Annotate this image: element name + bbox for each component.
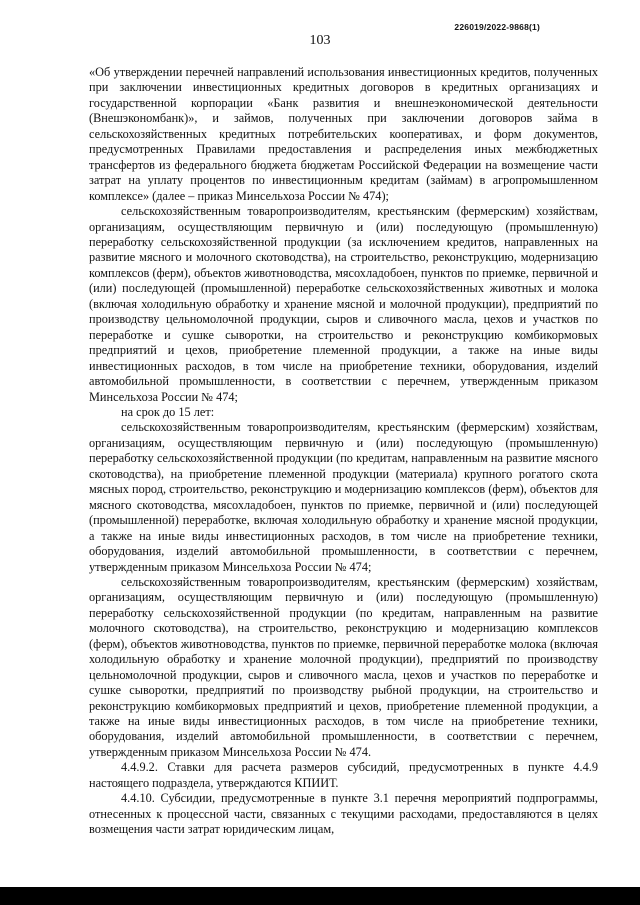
paragraph: сельскохозяйственным товаропроизводителям, крестьянским (фермерским) хозяйствам, организациям, осуществляющим первичную и (или) последующую (промышленную) переработку сельскохозяйственной продукции (по кредитам, направленным на развитие молочного скотоводства), на строительство, реконструкцию и модернизацию комплексов (ферм), объектов животноводства, пунктов по приемке, первичной переработке молока (включая холодильную обработку и хранение молочной продукции), предприятий по производству цельномолочной продукции, сыров и сливочного масла, цехов и участков по переработке и сушке сыворотки, предприятий по производству рыбной продукции, на строительство и реконструкцию комбикормовых предприятий и цехов, приобретение племенной продукции, а также на иные виды инвестиционных расходов, в том числе на приобретение техники, оборудования, изделий автомобильной промышленности, в соответствии с перечнем, утвержденным приказом Минсельхоза России № 474. <box>89 574 598 759</box>
document-id: 226019/2022-9868(1) <box>454 22 540 32</box>
paragraph: «Об утверждении перечней направлений использования инвестиционных кредитов, полученных при заключении инвестиционных кредитных договоров в кредитных организациях и государственной корпорации «Банк развития и внешнеэкономической деятельности (Внешэкономбанк)», и займов, полученных при заключении договоров займа в сельскохозяйственных кредитных потребительских кооперативах, и форм документов, предусмотренных Правилами предоставления и распределения иных межбюджетных трансфертов из федерального бюджета бюджетам Российской Федерации на возмещение части затрат на уплату процентов по инвестиционным кредитам (займам) в агропромышленном комплексе» (далее – приказ Минсельхоза России № 474); <box>89 65 598 203</box>
paragraph: сельскохозяйственным товаропроизводителям, крестьянским (фермерским) хозяйствам, организациям, осуществляющим первичную и (или) последующую (промышленную) переработку сельскохозяйственной продукции (по кредитам, направленным на развитие мясного скотоводства), на приобретение племенной продукции (материала) крупного рогатого скота мясных пород, строительство, реконструкцию и модернизацию комплексов (ферм), объектов для мясного скотоводства, мясохладобоен, пунктов по приемке, первичной и (или) последующей (промышленной) переработке, включая холодильную обработку и хранение мясной продукции, а также на иные виды инвестиционных расходов, в том числе на приобретение техники, оборудования, изделий автомобильной промышленности, в соответствии с перечнем, утвержденным приказом Минсельхоза России № 474; <box>89 420 598 574</box>
scan-bottom-edge <box>0 887 640 905</box>
paragraph: 4.4.9.2. Ставки для расчета размеров субсидий, предусмотренных в пункте 4.4.9 настоящего подраздела, утверждаются КПИИТ. <box>89 760 598 790</box>
page-number: 103 <box>309 33 331 48</box>
paragraph: сельскохозяйственным товаропроизводителям, крестьянским (фермерским) хозяйствам, организациям, осуществляющим первичную и (или) последующую (промышленную) переработку сельскохозяйственной продукции (за исключением кредитов, направленных на развитие мясного и молочного скотоводства), на строительство, реконструкцию, модернизацию комплексов (ферм), объектов животноводства, мясохладобоен, пунктов по приемке, первичной и (или) последующей (промышленной) переработке сельскохозяйственных животных и молока (включая холодильную обработку и хранение мясной и молочной продукции), предприятий по производству цельномолочной продукции, сыров и сливочного масла, цехов и участков по переработке и сушке сыворотки, на строительство и реконструкцию комбикормовых предприятий и цехов, приобретение племенной продукции, а также на иные виды инвестиционных расходов, в том числе на приобретение техники, оборудования, изделий автомобильной промышленности, в соответствии с перечнем, утвержденным приказом Минсельхоза России № 474; <box>89 204 598 404</box>
document-body <box>89 65 598 838</box>
paragraph: 4.4.10. Субсидии, предусмотренные в пункте 3.1 перечня мероприятий подпрограммы, отнесенных к процессной части, связанных с текущими расходами, предоставляются в целях возмещения части затрат юридическим лицам, <box>89 791 598 837</box>
paragraph: на срок до 15 лет: <box>121 404 215 419</box>
